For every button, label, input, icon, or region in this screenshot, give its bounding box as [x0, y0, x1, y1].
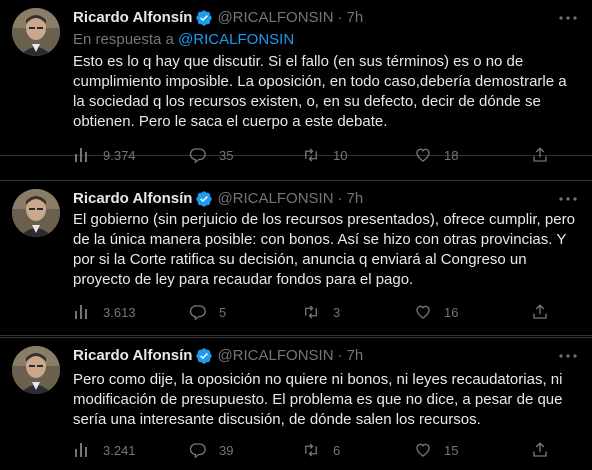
verified-badge-icon: [195, 9, 213, 27]
views-count: 9.374: [103, 147, 136, 163]
avatar[interactable]: [12, 346, 60, 394]
action-bar: [73, 302, 580, 322]
author-name[interactable]: Ricardo Alfonsín: [73, 9, 193, 26]
views-button[interactable]: [73, 441, 189, 459]
views-count: 3.613: [103, 304, 136, 320]
retweets-count: 10: [333, 147, 348, 163]
more-options-icon[interactable]: [558, 348, 578, 364]
action-bar: [73, 440, 580, 460]
reply-button[interactable]: [189, 441, 301, 459]
author-name[interactable]: Ricardo Alfonsín: [73, 347, 193, 364]
author-name[interactable]: Ricardo Alfonsín: [73, 190, 193, 207]
timestamp[interactable]: 7h: [346, 347, 364, 364]
tweet-text: Pero como dije, la oposición no quiere ni bonos, ni leyes recaudatorias, ni modificación de presupuesto. El problema es que no dice, a pesar de que sería una interesante discusión, de dónde salen los recursos.: [73, 371, 563, 428]
reply-prefix: En respuesta a: [73, 31, 174, 48]
retweets-count: 3: [333, 304, 341, 320]
views-button[interactable]: [73, 303, 189, 321]
replies-count: 35: [219, 147, 234, 163]
avatar[interactable]: [12, 8, 60, 56]
verified-badge-icon: [195, 190, 213, 208]
like-button[interactable]: [414, 146, 531, 164]
retweet-icon: [301, 146, 321, 164]
share-button[interactable]: [531, 441, 549, 459]
tweet-text: El gobierno (sin perjuicio de los recursos presentados), ofrece cumplir, pero de la única manera posible: con bonos. Así se hizo con otras provincias. Y por si la Corte ratifica su decisión, anuncia q enviará al Congreso un proyecto de ley para recaudar fondos para el pago.: [73, 211, 575, 288]
reply-bubble-icon: [189, 146, 207, 164]
author-handle[interactable]: @RICALFONSIN: [217, 9, 334, 26]
tweet-2[interactable]: [0, 180, 592, 336]
avatar-photo-icon: [12, 8, 60, 56]
reply-button[interactable]: [189, 146, 301, 164]
reply-context: [73, 30, 294, 50]
views-count: 3.241: [103, 442, 136, 458]
author-handle[interactable]: @RICALFONSIN: [217, 190, 334, 207]
like-button[interactable]: [414, 441, 531, 459]
tweet-text: Esto es lo q hay que discutir. Si el fallo (en sus términos) es o no de cumplimiento imposible. La oposición, en todo caso,debería demostrarle a la sociedad q los recursos existen, o, en su defecto, decir de dónde se obtienen. Pero le saca el cuerpo a este debate.: [73, 53, 567, 130]
avatar-photo-icon: [12, 346, 60, 394]
timestamp[interactable]: 7h: [346, 9, 364, 26]
tweet-1[interactable]: [0, 0, 592, 163]
tweet-header: [73, 189, 552, 209]
retweet-icon: [301, 303, 321, 321]
share-button[interactable]: [531, 146, 549, 164]
verified-badge-icon: [195, 347, 213, 365]
retweet-button[interactable]: [301, 146, 414, 164]
share-button[interactable]: [531, 303, 549, 321]
avatar-photo-icon: [12, 189, 60, 237]
heart-icon: [414, 146, 432, 164]
separator-dot: ·: [337, 190, 343, 207]
timestamp[interactable]: 7h: [346, 190, 364, 207]
more-options-icon[interactable]: [558, 10, 578, 26]
author-handle[interactable]: @RICALFONSIN: [217, 347, 334, 364]
reply-bubble-icon: [189, 303, 207, 321]
reply-bubble-icon: [189, 441, 207, 459]
views-chart-icon: [73, 303, 91, 321]
replies-count: 5: [219, 304, 227, 320]
retweet-button[interactable]: [301, 441, 414, 459]
separator-dot: ·: [337, 347, 343, 364]
likes-count: 16: [444, 304, 459, 320]
share-icon: [531, 146, 549, 164]
likes-count: 18: [444, 147, 459, 163]
retweets-count: 6: [333, 442, 341, 458]
avatar[interactable]: [12, 189, 60, 237]
tweet-header: [73, 346, 552, 366]
views-chart-icon: [73, 146, 91, 164]
retweet-icon: [301, 441, 321, 459]
likes-count: 15: [444, 442, 459, 458]
tweet-3[interactable]: [0, 337, 592, 469]
reply-button[interactable]: [189, 303, 301, 321]
reply-to-link[interactable]: @RICALFONSIN: [178, 31, 295, 48]
retweet-button[interactable]: [301, 303, 414, 321]
action-bar: [73, 145, 580, 165]
more-options-icon[interactable]: [558, 191, 578, 207]
replies-count: 39: [219, 442, 234, 458]
like-button[interactable]: [414, 303, 531, 321]
share-icon: [531, 303, 549, 321]
views-button[interactable]: [73, 146, 189, 164]
share-icon: [531, 441, 549, 459]
tweet-header: [73, 8, 552, 28]
heart-icon: [414, 441, 432, 459]
views-chart-icon: [73, 441, 91, 459]
heart-icon: [414, 303, 432, 321]
separator-dot: ·: [337, 9, 343, 26]
